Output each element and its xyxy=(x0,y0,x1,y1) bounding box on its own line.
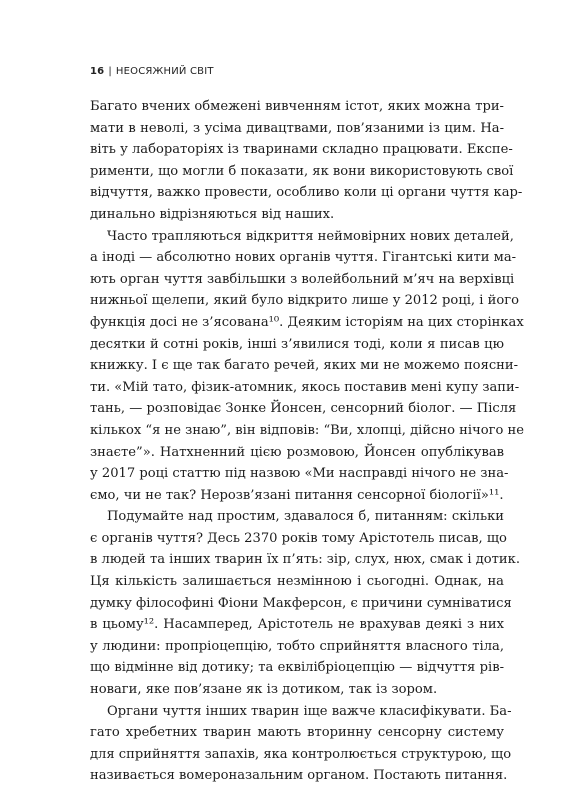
text-line: гато хребетних тварин мають вторинну сенсорну систему xyxy=(90,725,504,741)
text-line: для сприйняття запахів, яка контролюється структурою, що xyxy=(90,746,512,762)
text-line: в людей та інших тварин їх п’ять: зір, слух, нюх, смак і дотик. xyxy=(90,552,520,568)
text-line: у людини: пропріоцепцію, тобто сприйняття власного тіла, xyxy=(90,638,504,654)
page-number: 16 xyxy=(90,66,105,77)
text-line: десятки й сотні років, інші з’явилися тоді, коли я писав цю xyxy=(90,336,504,352)
text-line: що відмінне від дотику; та еквілібріоцепцію — відчуття рів- xyxy=(90,660,504,676)
text-line: книжку. І є ще так багато речей, яких ми не можемо поясни- xyxy=(90,358,519,374)
text-line: кількох “я не знаю”, він відповів: “Ви, хлопці, дійсно нічого не xyxy=(90,422,524,438)
text-line: думку філософині Фіони Макферсон, є причини сумніватися xyxy=(90,595,512,611)
text-line: називається вомероназальним органом. Постають питання. xyxy=(90,768,508,784)
text-line: новаги, яке пов’язане як із дотиком, так із зором. xyxy=(90,682,438,698)
text-line: Органи чуття інших тварин іще важче класифікувати. Ба- xyxy=(107,703,512,719)
text-line: мати в неволі, з усіма дивацтвами, пов’язаними із цим. На- xyxy=(90,120,504,136)
text-line: Багато вчених обмежені вивченням істот, яких можна три- xyxy=(90,99,504,114)
running-header xyxy=(90,66,214,77)
chapter-title: НЕОСЯЖНИЙ СВІТ xyxy=(115,66,214,77)
header-separator: | xyxy=(108,66,112,77)
text-line: нижньої щелепи, який було відкрито лише у 2012 році, і його xyxy=(90,293,519,309)
text-line: знаєте”». Натхненний цією розмовою, Йонсен опублікував xyxy=(90,444,504,460)
text-line: функція досі не з’ясована¹⁰. Деяким історіям на цих сторінках xyxy=(90,314,524,330)
text-line: відчуття, важко провести, особливо коли ці органи чуття кар- xyxy=(90,185,523,201)
body-text xyxy=(90,96,524,787)
text-line: рименти, що могли б показати, як вони використовують свої xyxy=(90,163,514,179)
text-line: ти. «Мій тато, фізик-атомник, якось поставив мені купу запи- xyxy=(90,379,520,395)
text-line: у 2017 році статтю під назвою «Ми насправді нічого не зна- xyxy=(90,466,509,482)
text-line: тань, — розповідає Зонке Йонсен, сенсорний біолог. — Після xyxy=(90,401,517,417)
text-line: ємо, чи не так? Нерозв’язані питання сенсорної біології»¹¹. xyxy=(90,487,504,503)
text-line: є органів чуття? Десь 2370 років тому Арістотель писав, що xyxy=(90,530,507,546)
text-line: в цьому¹². Насамперед, Арістотель не врахував деякі з них xyxy=(90,617,504,633)
text-line: Подумайте над простим, здавалося б, питанням: скільки xyxy=(107,509,504,525)
text-line: віть у лабораторіях із тваринами складно працювати. Експе- xyxy=(90,142,513,158)
text-line: а іноді — абсолютно нових органів чуття. Гігантські кити ма- xyxy=(90,250,517,266)
text-line: ють орган чуття завбільшки з волейбольний м’яч на верхівці xyxy=(90,271,515,287)
text-line: динально відрізняються від наших. xyxy=(90,206,335,222)
text-line: Часто трапляються відкриття неймовірних нових деталей, xyxy=(107,228,514,244)
text-line: Ця кількість залишається незмінною і сьогодні. Однак, на xyxy=(90,574,504,590)
